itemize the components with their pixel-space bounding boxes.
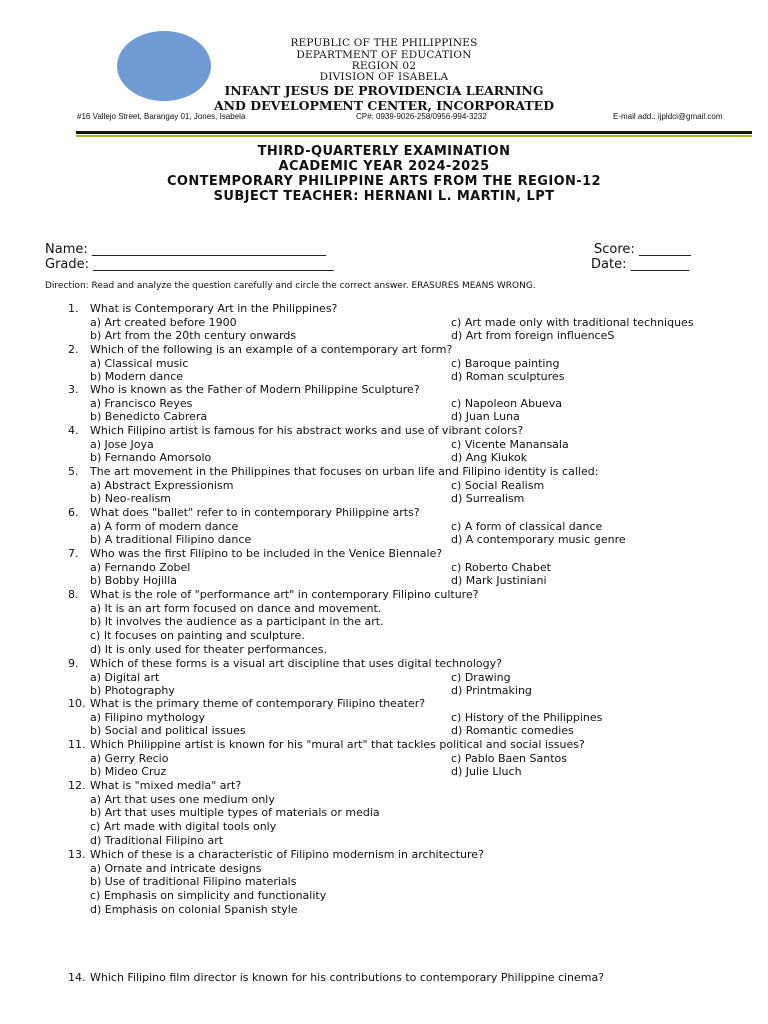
- question-text: Which of the following is an example of a contemporary art form?: [90, 343, 453, 356]
- option-c[interactable]: c) Pablo Baen Santos: [451, 751, 567, 765]
- option-c[interactable]: c) Art made with digital tools only: [90, 820, 277, 834]
- school-address: #16 Vallejo Street, Barangay 01, Jones, Isabela: [77, 112, 246, 121]
- option-a[interactable]: a) Art that uses one medium only: [90, 792, 275, 806]
- school-name-line2: AND DEVELOPMENT CENTER, INCORPORATED: [213, 98, 555, 113]
- question-8: [68, 588, 479, 601]
- option-c[interactable]: c) It focuses on painting and sculpture.: [90, 629, 305, 643]
- option-b[interactable]: b) Art that uses multiple types of materials or media: [90, 806, 380, 820]
- question-text: What does "ballet" refer to in contemporary Philippine arts?: [90, 506, 420, 519]
- option-c[interactable]: c) Napoleon Abueva: [451, 396, 563, 410]
- option-c[interactable]: c) Social Realism: [451, 478, 545, 492]
- option-d[interactable]: d) Traditional Filipino art: [90, 833, 224, 847]
- option-d[interactable]: d) Juan Luna: [451, 410, 520, 424]
- header-line-deped: DEPARTMENT OF EDUCATION: [296, 49, 472, 61]
- option-d[interactable]: d) It is only used for theater performances.: [90, 642, 328, 656]
- academic-year: ACADEMIC YEAR 2024-2025: [278, 159, 490, 174]
- option-c[interactable]: c) Emphasis on simplicity and functionality: [90, 889, 327, 903]
- question-number: 3.: [68, 383, 79, 396]
- header-line-republic: REPUBLIC OF THE PHILIPPINES: [290, 37, 478, 49]
- question-text: What is Contemporary Art in the Philippines?: [90, 302, 338, 315]
- question-number: 11.: [68, 738, 86, 751]
- option-c[interactable]: c) Roberto Chabet: [451, 560, 551, 574]
- option-d[interactable]: d) A contemporary music genre: [451, 533, 626, 547]
- option-d[interactable]: d) Roman sculptures: [451, 370, 565, 384]
- question-2: [68, 343, 452, 356]
- question-text: Which of these forms is a visual art discipline that uses digital technology?: [90, 657, 502, 670]
- option-b[interactable]: b) Bobby Hojilla: [90, 574, 177, 588]
- question-5: [68, 465, 598, 478]
- option-d[interactable]: d) Surrealism: [451, 492, 525, 506]
- option-b[interactable]: b) Art from the 20th century onwards: [90, 329, 297, 343]
- question-number: 14.: [68, 971, 86, 984]
- option-c[interactable]: c) Baroque painting: [451, 356, 560, 370]
- question-text: Who was the first Filipino to be included in the Venice Biennale?: [90, 547, 443, 560]
- option-b[interactable]: b) Neo-realism: [90, 492, 172, 506]
- question-number: 6.: [68, 506, 79, 519]
- option-b[interactable]: b) Modern dance: [90, 370, 184, 384]
- question-text: What is the role of "performance art" in contemporary Filipino culture?: [90, 588, 479, 601]
- option-d[interactable]: d) Julie Lluch: [451, 765, 522, 779]
- option-d[interactable]: d) Art from foreign influenceS: [451, 329, 615, 343]
- header-divider-gold: [76, 135, 752, 137]
- option-a[interactable]: a) Classical music: [90, 356, 189, 370]
- option-c[interactable]: c) History of the Philippines: [451, 710, 603, 724]
- option-a[interactable]: a) Ornate and intricate designs: [90, 861, 262, 875]
- question-text: What is the primary theme of contemporary Filipino theater?: [90, 697, 426, 710]
- question-text: What is "mixed media" art?: [90, 779, 242, 792]
- option-d[interactable]: d) Ang Kiukok: [451, 451, 528, 465]
- question-number: 4.: [68, 424, 79, 437]
- question-number: 2.: [68, 343, 79, 356]
- question-4: [68, 424, 523, 437]
- question-text: Which of these is a characteristic of Filipino modernism in architecture?: [90, 848, 484, 861]
- exam-title: THIRD-QUARTERLY EXAMINATION: [257, 144, 511, 159]
- grade-field[interactable]: Grade: _____________________________________: [45, 257, 334, 272]
- option-c[interactable]: c) Vicente Manansala: [451, 437, 569, 451]
- question-number: 9.: [68, 657, 79, 670]
- question-number: 8.: [68, 588, 79, 601]
- option-a[interactable]: a) Francisco Reyes: [90, 396, 193, 410]
- option-a[interactable]: a) Digital art: [90, 670, 160, 684]
- school-name-line1: INFANT JESUS DE PROVIDENCIA LEARNING: [224, 83, 544, 98]
- subject-teacher: SUBJECT TEACHER: HERNANI L. MARTIN, LPT: [213, 189, 555, 204]
- option-b[interactable]: b) It involves the audience as a participant in the art.: [90, 615, 384, 629]
- question-12: [68, 779, 241, 792]
- question-text: Which Filipino film director is known for his contributions to contemporary Philippine cinema?: [90, 971, 605, 984]
- question-6: [68, 506, 420, 519]
- option-c[interactable]: c) A form of classical dance: [451, 519, 603, 533]
- option-c[interactable]: c) Art made only with traditional techniques: [451, 315, 694, 329]
- question-number: 5.: [68, 465, 79, 478]
- question-10: [68, 697, 425, 710]
- question-text: The art movement in the Philippines that focuses on urban life and Filipino identity is called:: [90, 465, 599, 478]
- question-number: 10.: [68, 697, 86, 710]
- header-line-region: REGION 02: [351, 60, 417, 72]
- question-text: Which Filipino artist is famous for his abstract works and use of vibrant colors?: [90, 424, 524, 437]
- header-line-division: DIVISION OF ISABELA: [319, 71, 449, 83]
- question-11: [68, 738, 585, 751]
- option-b[interactable]: b) A traditional Filipino dance: [90, 533, 252, 547]
- question-14: [68, 971, 604, 984]
- option-d[interactable]: d) Romantic comedies: [451, 724, 574, 738]
- question-number: 12.: [68, 779, 86, 792]
- option-c[interactable]: c) Drawing: [451, 670, 511, 684]
- question-text: Who is known as the Father of Modern Philippine Sculpture?: [90, 383, 420, 396]
- question-text: Which Philippine artist is known for his "mural art" that tackles political and social issues?: [90, 738, 585, 751]
- option-d[interactable]: d) Mark Justiniani: [451, 574, 547, 588]
- directions: Direction: Read and analyze the question carefully and circle the correct answer. ERASURES MEANS WRONG.: [45, 281, 536, 291]
- option-a[interactable]: a) Fernando Zobel: [90, 560, 191, 574]
- question-1: [68, 302, 337, 315]
- option-a[interactable]: a) Art created before 1900: [90, 315, 237, 329]
- option-a[interactable]: a) Abstract Expressionism: [90, 478, 234, 492]
- subject-title: CONTEMPORARY PHILIPPINE ARTS FROM THE REGION-12: [166, 174, 601, 189]
- option-a[interactable]: a) A form of modern dance: [90, 519, 239, 533]
- option-a[interactable]: a) Jose Joya: [90, 437, 154, 451]
- option-b[interactable]: b) Fernando Amorsolo: [90, 451, 212, 465]
- school-phone: CP#: 0939-9026-258/0956-994-3232: [356, 112, 487, 121]
- option-b[interactable]: b) Social and political issues: [90, 724, 246, 738]
- question-number: 7.: [68, 547, 79, 560]
- option-b[interactable]: b) Photography: [90, 684, 175, 698]
- option-b[interactable]: b) Use of traditional Filipino materials: [90, 875, 297, 889]
- question-number: 1.: [68, 302, 79, 315]
- option-d[interactable]: d) Emphasis on colonial Spanish style: [90, 902, 298, 916]
- option-a[interactable]: a) Gerry Recio: [90, 751, 169, 765]
- school-email: E-mail add.: ijpldci@gmail.com: [613, 112, 723, 121]
- name-field[interactable]: Name: ____________________________________: [45, 242, 326, 257]
- score-field: Score: ________: [594, 242, 691, 257]
- question-13: [68, 848, 484, 861]
- option-d[interactable]: d) Printmaking: [451, 684, 532, 698]
- question-7: [68, 547, 442, 560]
- option-a[interactable]: a) It is an art form focused on dance and movement.: [90, 601, 382, 615]
- option-b[interactable]: b) Mideo Cruz: [90, 765, 167, 779]
- option-b[interactable]: b) Benedicto Cabrera: [90, 410, 208, 424]
- question-3: [68, 383, 420, 396]
- question-number: 13.: [68, 848, 86, 861]
- date-field[interactable]: Date: _________: [591, 257, 690, 272]
- option-a[interactable]: a) Filipino mythology: [90, 710, 205, 724]
- header-divider-dark: [76, 131, 752, 134]
- question-9: [68, 657, 502, 670]
